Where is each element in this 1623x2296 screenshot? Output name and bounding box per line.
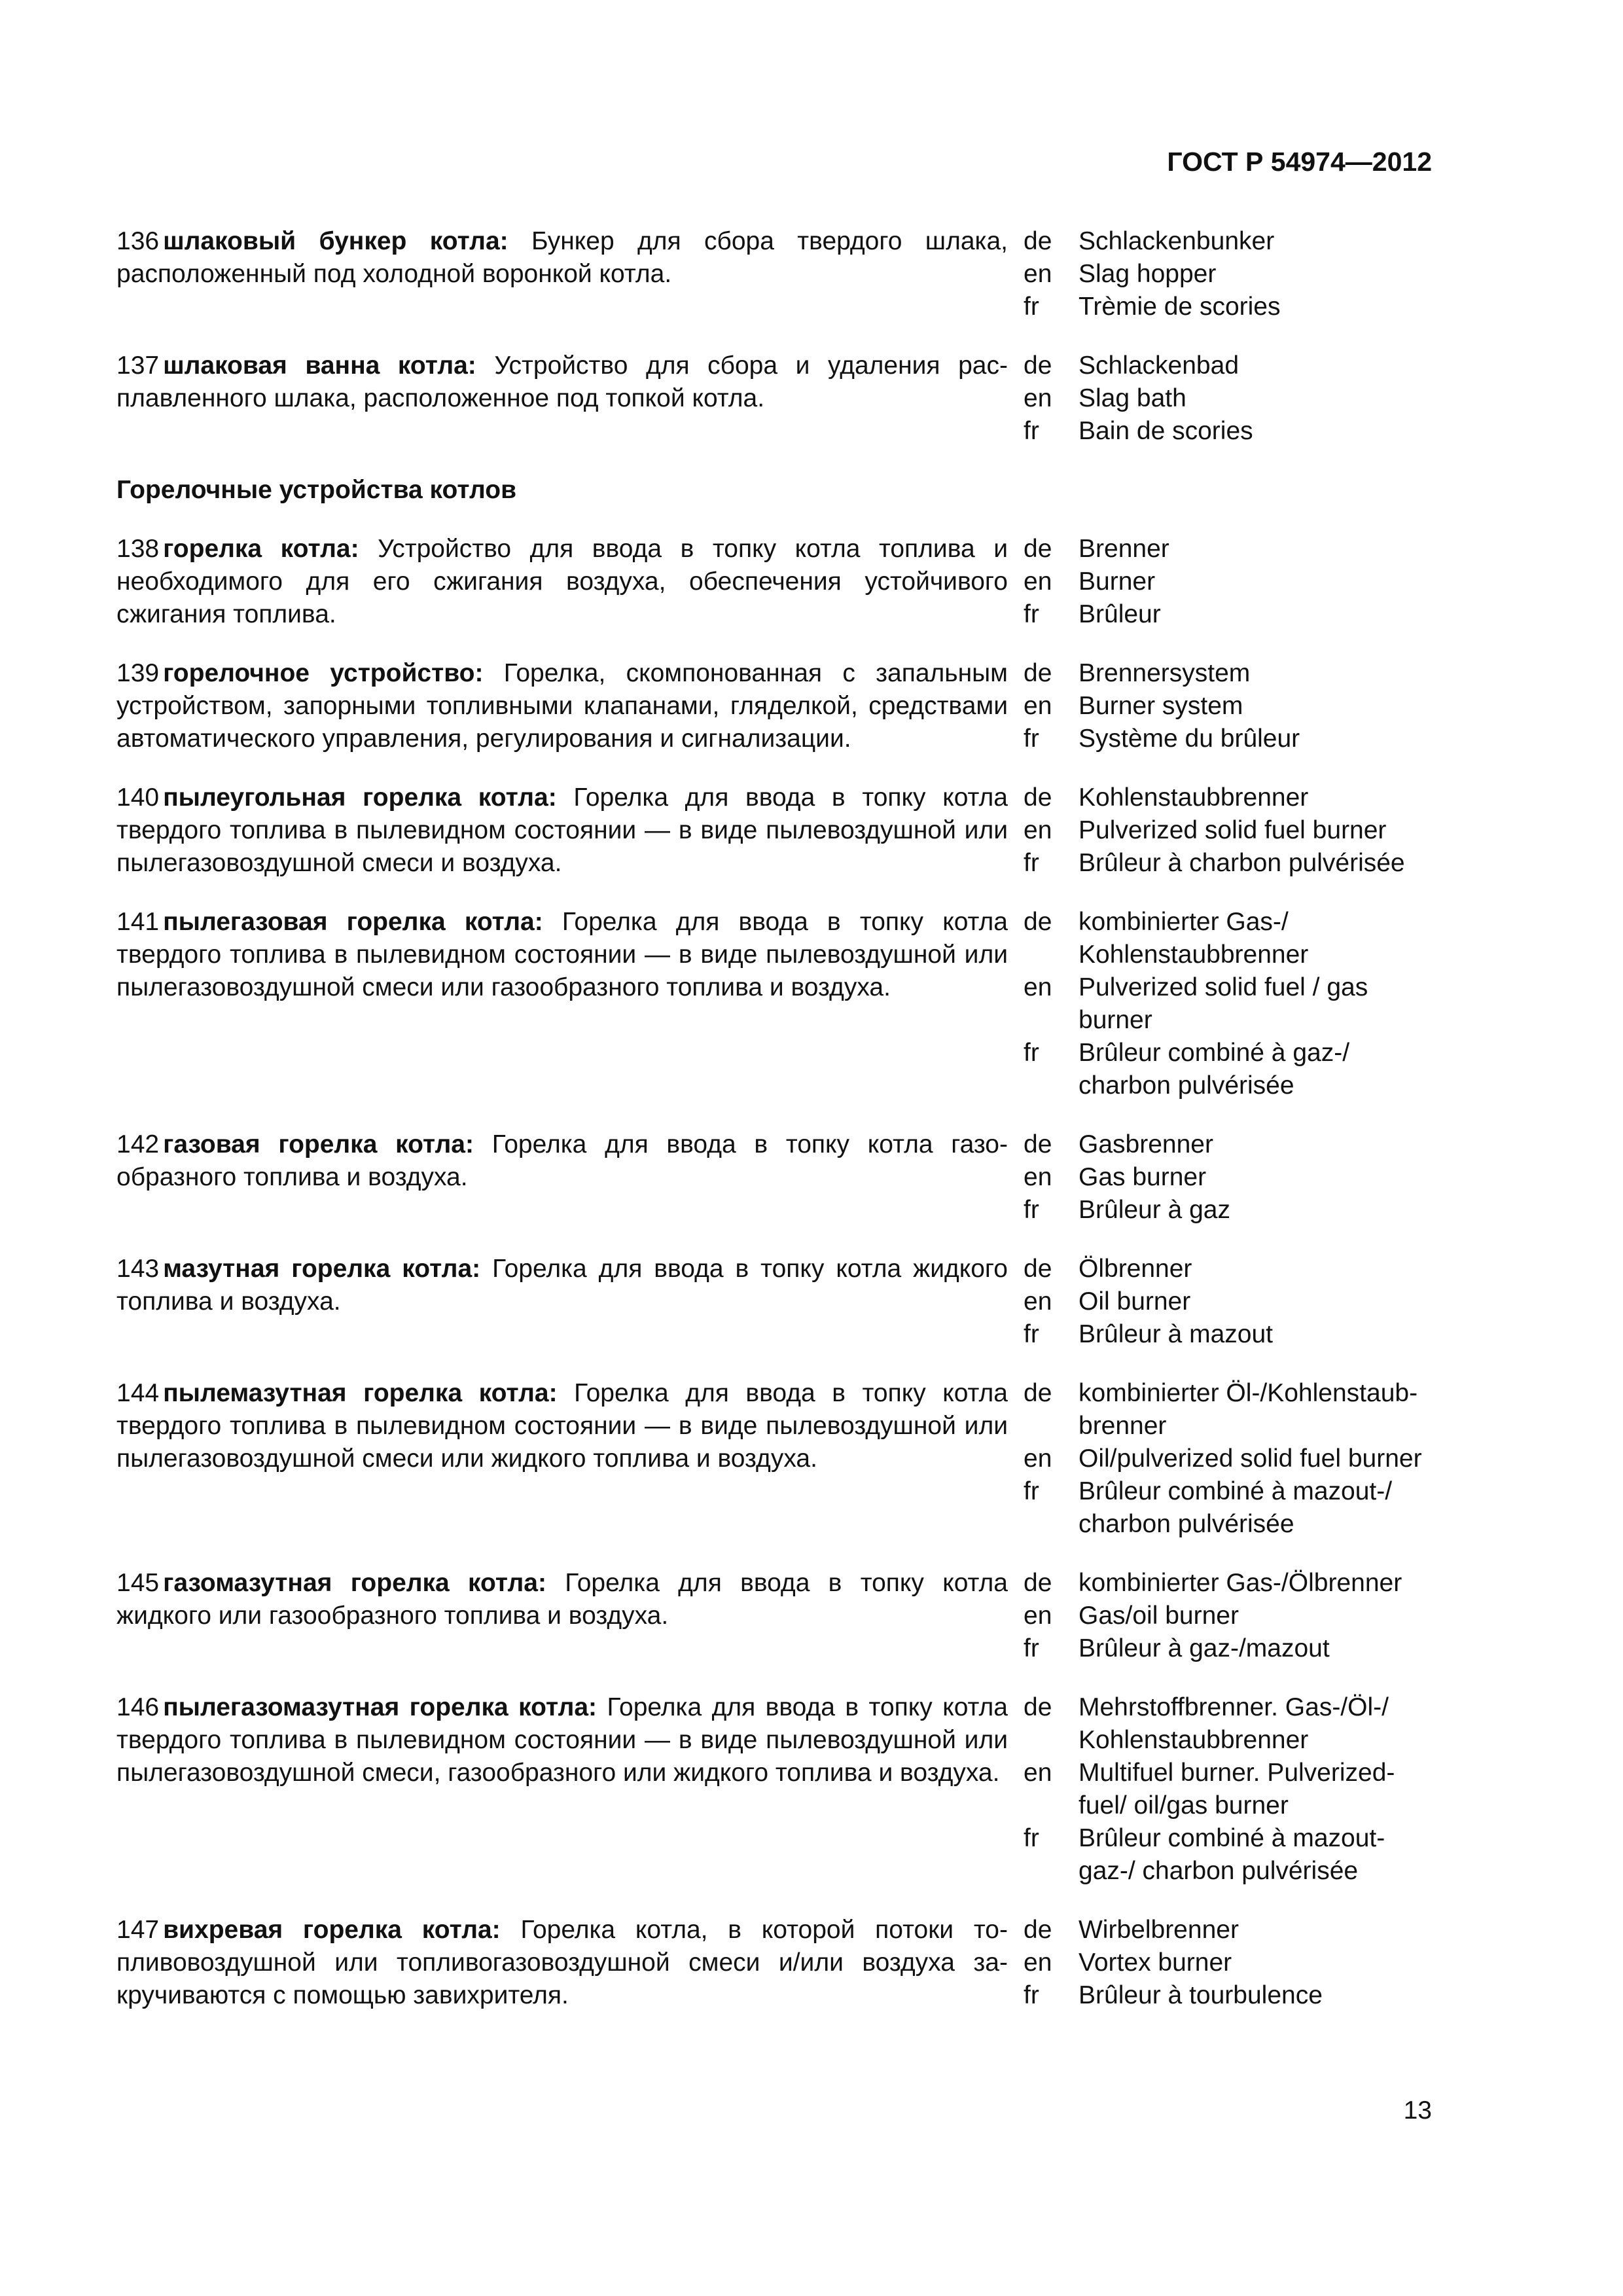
translation-row	[1024, 291, 1432, 323]
translations	[1024, 657, 1432, 755]
translation-term: Brûleur à tourbulence	[1079, 1981, 1323, 2009]
translation-row	[1024, 1037, 1432, 1102]
translation-term: Vortex burner	[1079, 1948, 1232, 1977]
language-code: de	[1024, 1693, 1052, 1721]
translations	[1024, 781, 1432, 880]
translations	[1024, 1914, 1432, 2012]
translation-term: Multifuel burner. Pulverized-fuel/ oil/gas burner	[1079, 1759, 1395, 1820]
translations	[1024, 1253, 1432, 1351]
translation-row	[1024, 533, 1432, 565]
entry-term: мазутная горелка котла:	[163, 1255, 481, 1283]
translation-row	[1024, 1285, 1432, 1318]
language-code: de	[1024, 908, 1052, 936]
language-code: fr	[1024, 1477, 1039, 1505]
entry-definition	[116, 1914, 1008, 2012]
entry-definition	[116, 1128, 1008, 1227]
translation-term: Oil/pulverized solid fuel burner	[1079, 1444, 1422, 1473]
entry-number: 147	[116, 1916, 160, 1944]
entries-group-a	[116, 225, 1432, 448]
entry-definition-text: Устройство для сбора и удаления расплавленного шлака, расположенное под топкой котла.	[116, 351, 1008, 412]
entry-definition-text: Горелка, скомпонованная с запальным устройством, запорными топливными клапанами, гляделкой, средствами автоматического управления, регулирования и сигнализации.	[116, 659, 1008, 753]
translation-term: Schlackenbunker	[1079, 227, 1275, 255]
language-code: en	[1024, 384, 1052, 412]
entry-definition-text: Горелка котла, в которой потоки топливовоздушной или топливогазовоздушной смеси и/или воздуха закручиваются с помощью завихрителя.	[116, 1916, 1008, 2009]
translations	[1024, 1567, 1432, 1665]
translation-term: Brûleur à mazout	[1079, 1320, 1273, 1348]
translation-row	[1024, 1914, 1432, 1946]
entry-number: 143	[116, 1255, 160, 1283]
translation-row	[1024, 1822, 1432, 1888]
translation-term: Wirbelbrenner	[1079, 1916, 1239, 1944]
translation-term: Kohlenstaubbrenner	[1079, 783, 1309, 812]
glossary-entry	[116, 350, 1432, 448]
entry-definition-text: Горелка для ввода в топку котла твердого топлива в пылевидном состоянии — в виде пылевоздушной или пылегазовоздушной смеси, газообразного или жидкого топлива и воздуха.	[116, 1693, 1008, 1787]
translations	[1024, 350, 1432, 448]
glossary-entry	[116, 1691, 1432, 1888]
entries-group-b	[116, 533, 1432, 2012]
entry-number: 139	[116, 659, 160, 687]
glossary-content	[116, 225, 1432, 2038]
glossary-entry	[116, 1377, 1432, 1541]
entry-term: вихревая горелка котла:	[163, 1916, 501, 1944]
entry-number: 140	[116, 783, 160, 812]
entry-definition-text: Горелка для ввода в топку котла твердого топлива в пылевидном состоянии — в виде пылевоздушной или пылегазовоздушной смеси или жидкого топлива и воздуха.	[116, 1379, 1008, 1473]
glossary-entry	[116, 1253, 1432, 1351]
language-code: fr	[1024, 725, 1039, 753]
entry-definition-text: Горелка для ввода в топку котла твердого топлива в пылевидном состоянии — в виде пылевоздушной или пылегазовоздушной смеси и воздуха.	[116, 783, 1008, 877]
language-code: fr	[1024, 1320, 1039, 1348]
language-code: fr	[1024, 849, 1039, 877]
translation-term: Pulverized solid fuel burner	[1079, 816, 1387, 844]
entry-definition	[116, 1567, 1008, 1665]
entry-term: пылемазутная горелка котла:	[163, 1379, 558, 1407]
entry-term: пылеугольная горелка котла:	[163, 783, 557, 812]
page-number: 13	[1403, 2096, 1432, 2125]
entry-definition-text: Горелка для ввода в топку котла твердого топлива в пылевидном состоянии — в виде пылевоздушной или пылегазовоздушной смеси или газообразного топлива и воздуха.	[116, 908, 1008, 1001]
translation-row	[1024, 1377, 1432, 1443]
entry-term: шлаковая ванна котла:	[163, 351, 476, 380]
language-code: en	[1024, 260, 1052, 288]
document-header: ГОСТ Р 54974—2012	[1167, 147, 1432, 177]
translation-term: Gas/oil burner	[1079, 1602, 1239, 1630]
entry-definition-text: Горелка для ввода в топку котла газообразного топлива и воздуха.	[116, 1130, 1008, 1191]
entry-definition-text: Устройство для ввода в топку котла топлива и необходимого для его сжигания воздуха, обеспечения устойчивого сжигания топлива.	[116, 535, 1008, 628]
translation-term: Burner	[1079, 567, 1156, 596]
translation-row	[1024, 382, 1432, 415]
language-code: de	[1024, 535, 1052, 563]
translation-term: Brenner	[1079, 535, 1169, 563]
translation-term: Brûleur combiné à mazout-gaz-/ charbon pulvérisée	[1079, 1824, 1385, 1885]
entry-term: горелка котла:	[163, 535, 359, 563]
language-code: en	[1024, 1602, 1052, 1630]
translation-row	[1024, 598, 1432, 631]
translation-term: Burner system	[1079, 692, 1243, 720]
translation-term: Slag bath	[1079, 384, 1186, 412]
language-code: de	[1024, 351, 1052, 380]
entry-term: пылегазомазутная горелка котла:	[163, 1693, 597, 1721]
glossary-entry	[116, 781, 1432, 880]
entry-number: 136	[116, 227, 160, 255]
entry-definition	[116, 781, 1008, 880]
translation-term: Brûleur à charbon pulvérisée	[1079, 849, 1405, 877]
entry-definition	[116, 1691, 1008, 1888]
glossary-entry	[116, 533, 1432, 631]
translation-row	[1024, 415, 1432, 448]
entry-number: 138	[116, 535, 160, 563]
language-code: de	[1024, 783, 1052, 812]
translation-row	[1024, 1567, 1432, 1600]
language-code: de	[1024, 1916, 1052, 1944]
translation-row	[1024, 1946, 1432, 1979]
language-code: de	[1024, 1379, 1052, 1407]
language-code: fr	[1024, 417, 1039, 445]
language-code: de	[1024, 1569, 1052, 1597]
language-code: de	[1024, 1130, 1052, 1158]
language-code: fr	[1024, 293, 1039, 321]
entry-term: газовая горелка котла:	[163, 1130, 474, 1158]
entry-number: 137	[116, 351, 160, 380]
translation-row	[1024, 971, 1432, 1037]
section-title: Горелочные устройства котлов	[116, 476, 517, 504]
entry-term: горелочное устройство:	[163, 659, 484, 687]
language-code: fr	[1024, 1981, 1039, 2009]
entry-definition	[116, 350, 1008, 448]
entry-term: пылегазовая горелка котла:	[163, 908, 543, 936]
translations	[1024, 1128, 1432, 1227]
translation-row	[1024, 1128, 1432, 1161]
translation-term: Brûleur à gaz	[1079, 1196, 1230, 1224]
glossary-entry	[116, 225, 1432, 323]
language-code: en	[1024, 1444, 1052, 1473]
entry-definition	[116, 657, 1008, 755]
translation-row	[1024, 350, 1432, 382]
translation-row	[1024, 1194, 1432, 1227]
translation-term: Brûleur	[1079, 600, 1161, 628]
translations	[1024, 1377, 1432, 1541]
translation-term: Slag hopper	[1079, 260, 1217, 288]
translation-term: kombinierter Gas-/ Kohlenstaubbrenner	[1079, 908, 1309, 969]
language-code: fr	[1024, 1824, 1039, 1852]
translation-term: Brûleur à gaz-/mazout	[1079, 1634, 1330, 1662]
entry-number: 141	[116, 908, 160, 936]
translations	[1024, 225, 1432, 323]
translations	[1024, 533, 1432, 631]
translation-term: Oil burner	[1079, 1287, 1191, 1316]
translation-term: Gasbrenner	[1079, 1130, 1213, 1158]
translation-row	[1024, 723, 1432, 755]
translation-row	[1024, 258, 1432, 291]
translation-row	[1024, 1632, 1432, 1665]
language-code: en	[1024, 1948, 1052, 1977]
language-code: de	[1024, 1255, 1052, 1283]
entry-term: шлаковый бункер котла:	[163, 227, 508, 255]
entry-definition	[116, 533, 1008, 631]
entry-number: 145	[116, 1569, 160, 1597]
entry-number: 142	[116, 1130, 160, 1158]
translation-term: Brennersystem	[1079, 659, 1251, 687]
translation-term: Trèmie de scories	[1079, 293, 1281, 321]
translation-row	[1024, 847, 1432, 880]
entry-definition	[116, 906, 1008, 1102]
translation-row	[1024, 1691, 1432, 1757]
translation-term: Bain de scories	[1079, 417, 1253, 445]
language-code: fr	[1024, 1634, 1039, 1662]
translation-row	[1024, 690, 1432, 723]
language-code: en	[1024, 816, 1052, 844]
translations	[1024, 906, 1432, 1102]
translation-row	[1024, 906, 1432, 971]
language-code: en	[1024, 692, 1052, 720]
entry-definition-text: Горелка для ввода в топку котла жидкого топлива и воздуха.	[116, 1255, 1008, 1316]
entry-definition	[116, 225, 1008, 323]
translation-term: Gas burner	[1079, 1163, 1207, 1191]
language-code: en	[1024, 1759, 1052, 1787]
language-code: en	[1024, 567, 1052, 596]
translation-term: Brûleur combiné à mazout-/ charbon pulvérisée	[1079, 1477, 1393, 1538]
translation-row	[1024, 1443, 1432, 1475]
translation-row	[1024, 1979, 1432, 2012]
language-code: fr	[1024, 1196, 1039, 1224]
glossary-entry	[116, 906, 1432, 1102]
entry-definition	[116, 1377, 1008, 1541]
entry-number: 146	[116, 1693, 160, 1721]
translation-term: kombinierter Öl-/Kohlenstaubbrenner	[1079, 1379, 1418, 1440]
entry-term: газомазутная горелка котла:	[163, 1569, 546, 1597]
translation-row	[1024, 1253, 1432, 1285]
translation-row	[1024, 1600, 1432, 1632]
entry-definition-text: Горелка для ввода в топку котла жидкого или газообразного топлива и воздуха.	[116, 1569, 1008, 1630]
translation-term: Système du brûleur	[1079, 725, 1300, 753]
translation-row	[1024, 781, 1432, 814]
glossary-entry	[116, 1128, 1432, 1227]
language-code: en	[1024, 1287, 1052, 1316]
language-code: de	[1024, 227, 1052, 255]
translation-row	[1024, 1475, 1432, 1541]
translation-term: Mehrstoffbrenner. Gas-/Öl-/ Kohlenstaubbrenner	[1079, 1693, 1389, 1754]
translation-term: Ölbrenner	[1079, 1255, 1192, 1283]
language-code: fr	[1024, 600, 1039, 628]
translation-row	[1024, 1318, 1432, 1351]
glossary-entry	[116, 1567, 1432, 1665]
language-code: en	[1024, 973, 1052, 1001]
glossary-entry	[116, 657, 1432, 755]
translation-row	[1024, 225, 1432, 258]
entry-definition-text: Бункер для сбора твердого шлака, расположенный под холодной воронкой котла.	[116, 227, 1008, 288]
language-code: de	[1024, 659, 1052, 687]
translation-row	[1024, 814, 1432, 847]
translation-row	[1024, 657, 1432, 690]
translation-row	[1024, 1161, 1432, 1194]
translations	[1024, 1691, 1432, 1888]
translation-term: Brûleur combiné à gaz-/ charbon pulvérisée	[1079, 1039, 1350, 1100]
translation-term: Pulverized solid fuel / gas burner	[1079, 973, 1368, 1034]
entry-number: 144	[116, 1379, 160, 1407]
language-code: fr	[1024, 1039, 1039, 1067]
translation-term: kombinierter Gas-/Ölbrenner	[1079, 1569, 1402, 1597]
translation-row	[1024, 565, 1432, 598]
entry-definition	[116, 1253, 1008, 1351]
glossary-entry	[116, 1914, 1432, 2012]
translation-term: Schlackenbad	[1079, 351, 1240, 380]
language-code: en	[1024, 1163, 1052, 1191]
translation-row	[1024, 1757, 1432, 1822]
